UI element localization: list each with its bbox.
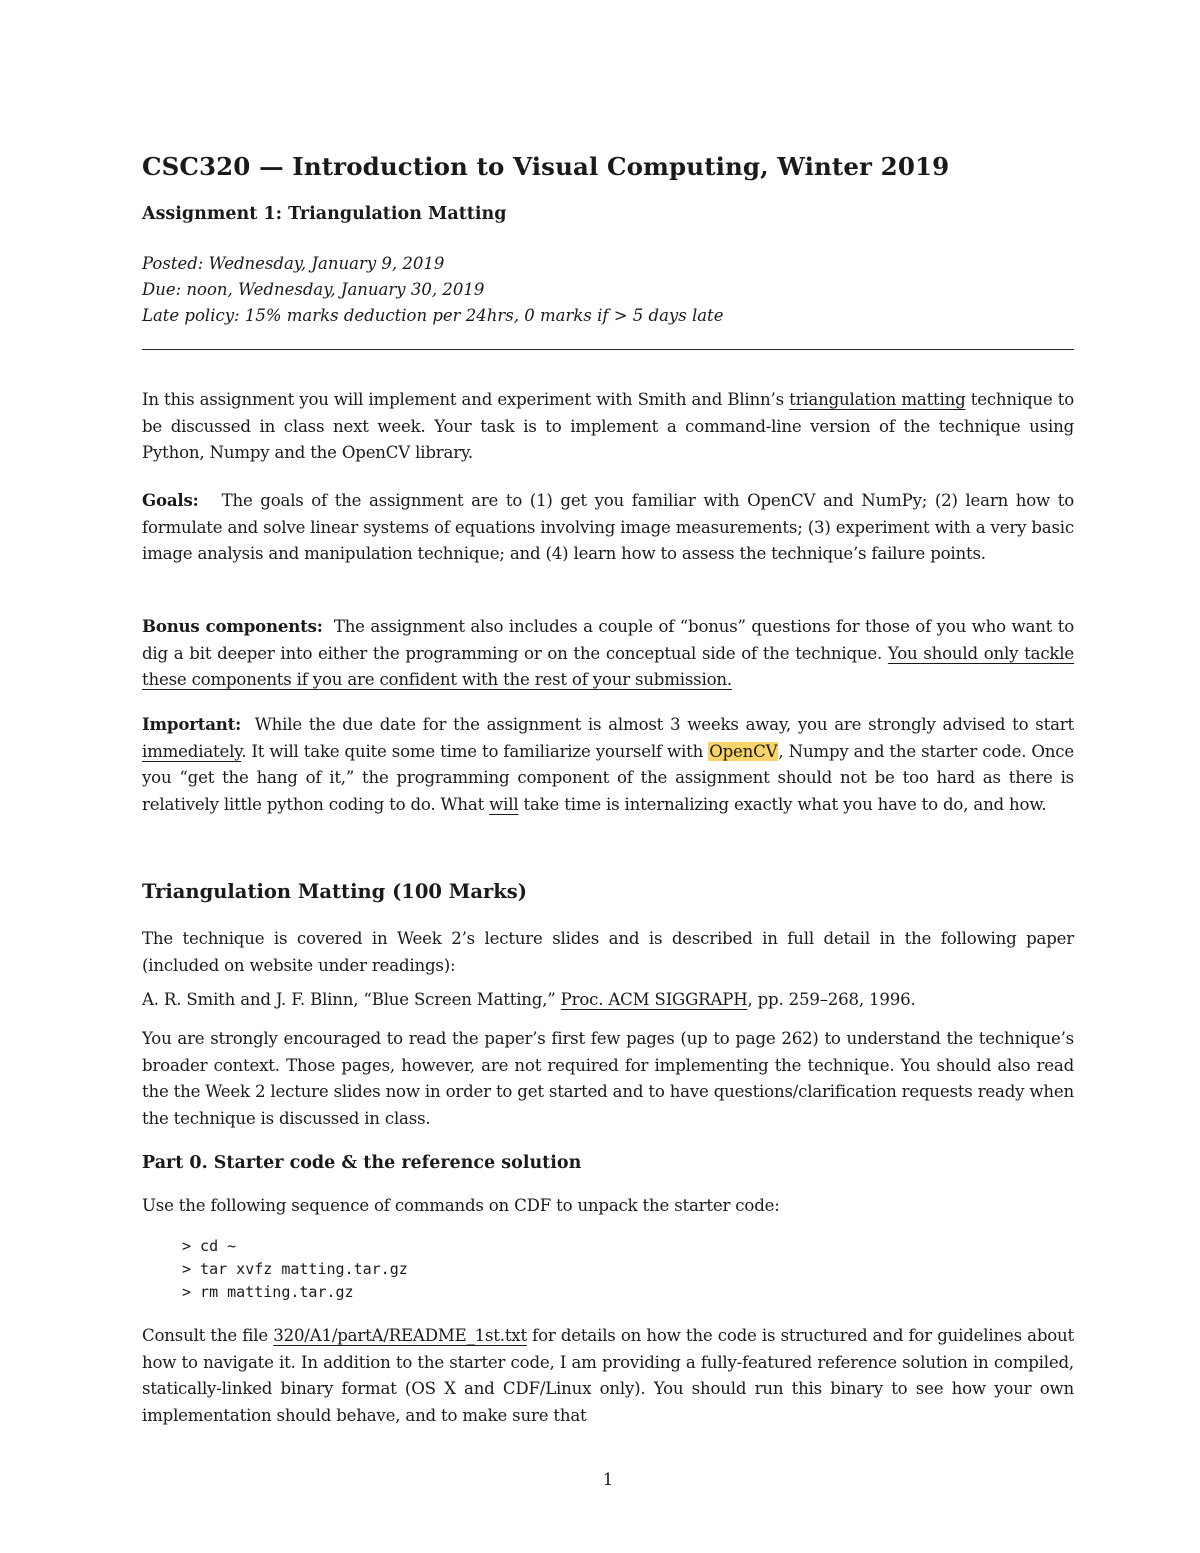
part0-heading: Part 0. Starter code & the reference solution: [142, 1153, 582, 1173]
immediately-term: immediately: [142, 741, 242, 761]
command-line: > cd ~: [182, 1237, 237, 1255]
important-text: While the due date for the assignment is almost 3 weeks away, you are strongly advised to start: [254, 715, 1074, 734]
part0-intro: Use the following sequence of commands on CDF to unpack the starter code:: [142, 1196, 780, 1215]
assignment-title: Assignment 1: Triangulation Matting: [142, 204, 507, 224]
will-term: will: [489, 794, 519, 814]
reading-paragraph: You are strongly encouraged to read the paper’s first few pages (up to page 262) to understand the technique’s broader context. Those pages, however, are not required for implementing the technique. You should also read the the Week 2 lecture slides now in order to get started and to have questions/clarification requests ready when the technique is discussed in class.: [142, 1029, 1075, 1128]
intro-paragraph: [142, 387, 1074, 467]
consult-text-cont: for details on how the code is structured and for guidelines about how to navigate it. In addition to the starter code, I am providing a fully-featured reference solution in compiled, statically-linked binary format (OS X and CDF/Linux only). You should run this binary to see how your own implementation should behave, and to make sure that: [142, 1326, 1074, 1425]
command-block: [182, 1235, 408, 1304]
readme-path: 320/A1/partA/README_1st.txt: [273, 1326, 527, 1345]
command-line: > rm matting.tar.gz: [182, 1283, 354, 1301]
intro-text: In this assignment you will implement and experiment with Smith and Blinn’s: [142, 390, 790, 409]
goals-paragraph: [142, 487, 1074, 568]
section-heading: Triangulation Matting (100 Marks): [142, 880, 528, 903]
important-text-2: . It will take quite some time to familiarize yourself with: [241, 741, 709, 761]
section-intro-paragraph: The technique is covered in Week 2’s lecture slides and is described in full detail in the following paper (included on website under readings):: [142, 929, 1074, 975]
starter-code-paragraph: [142, 1323, 1074, 1429]
opencv-highlight: OpenCV: [709, 741, 778, 761]
page-number: 1: [602, 1470, 614, 1489]
goals-text: The goals of the assignment are to (1) get you familiar with OpenCV and NumPy; (2) learn how to formulate and solve linear systems of equations involving image measurements; (3) experiment with a very basic image analysis and manipulation technique; and (4) learn how to assess the technique’s failure points.: [142, 491, 1074, 564]
late-policy: Late policy: 15% marks deduction per 24hrs, 0 marks if > 5 days late: [142, 306, 724, 325]
due-date: Due: noon, Wednesday, January 30, 2019: [142, 280, 485, 299]
paper-reference: [142, 990, 916, 1009]
command-line: > tar xvfz matting.tar.gz: [182, 1260, 408, 1278]
reference-authors: A. R. Smith and J. F. Blinn, “Blue Screen Matting,”: [142, 990, 561, 1009]
header-divider: [142, 349, 1074, 350]
consult-text: Consult the file: [142, 1326, 274, 1345]
reference-venue: Proc. ACM SIGGRAPH: [560, 990, 748, 1009]
important-label: Important:: [142, 714, 242, 734]
important-paragraph: [142, 711, 1074, 818]
reference-pages: , pp. 259–268, 1996.: [747, 990, 916, 1009]
posted-date: Posted: Wednesday, January 9, 2019: [142, 254, 445, 273]
goals-label: Goals:: [142, 490, 199, 510]
intro-text-cont: technique to be discussed in class next week. Your task is to implement a command-line version of the technique using Python, Numpy and the OpenCV library.: [142, 390, 1074, 463]
bonus-underlined-note: You should only tackle these components if you are confident with the rest of your submission.: [142, 643, 1074, 690]
bonus-label: Bonus components:: [142, 616, 323, 636]
important-text-4: take time is internalizing exactly what you have to do, and how.: [518, 794, 1047, 814]
important-text-3: , Numpy and the starter code. Once you “get the hang of it,” the programming component of the assignment should not be too hard as there is relatively little python coding to do. What: [142, 741, 1074, 814]
course-title: CSC320 — Introduction to Visual Computing, Winter 2019: [142, 152, 950, 181]
bonus-text: The assignment also includes a couple of “bonus” questions for those of you who want to dig a bit deeper into either the programming or on the conceptual side of the technique.: [142, 617, 1074, 663]
triangulation-matting-term: triangulation matting: [789, 390, 966, 409]
bonus-paragraph: [142, 613, 1074, 694]
